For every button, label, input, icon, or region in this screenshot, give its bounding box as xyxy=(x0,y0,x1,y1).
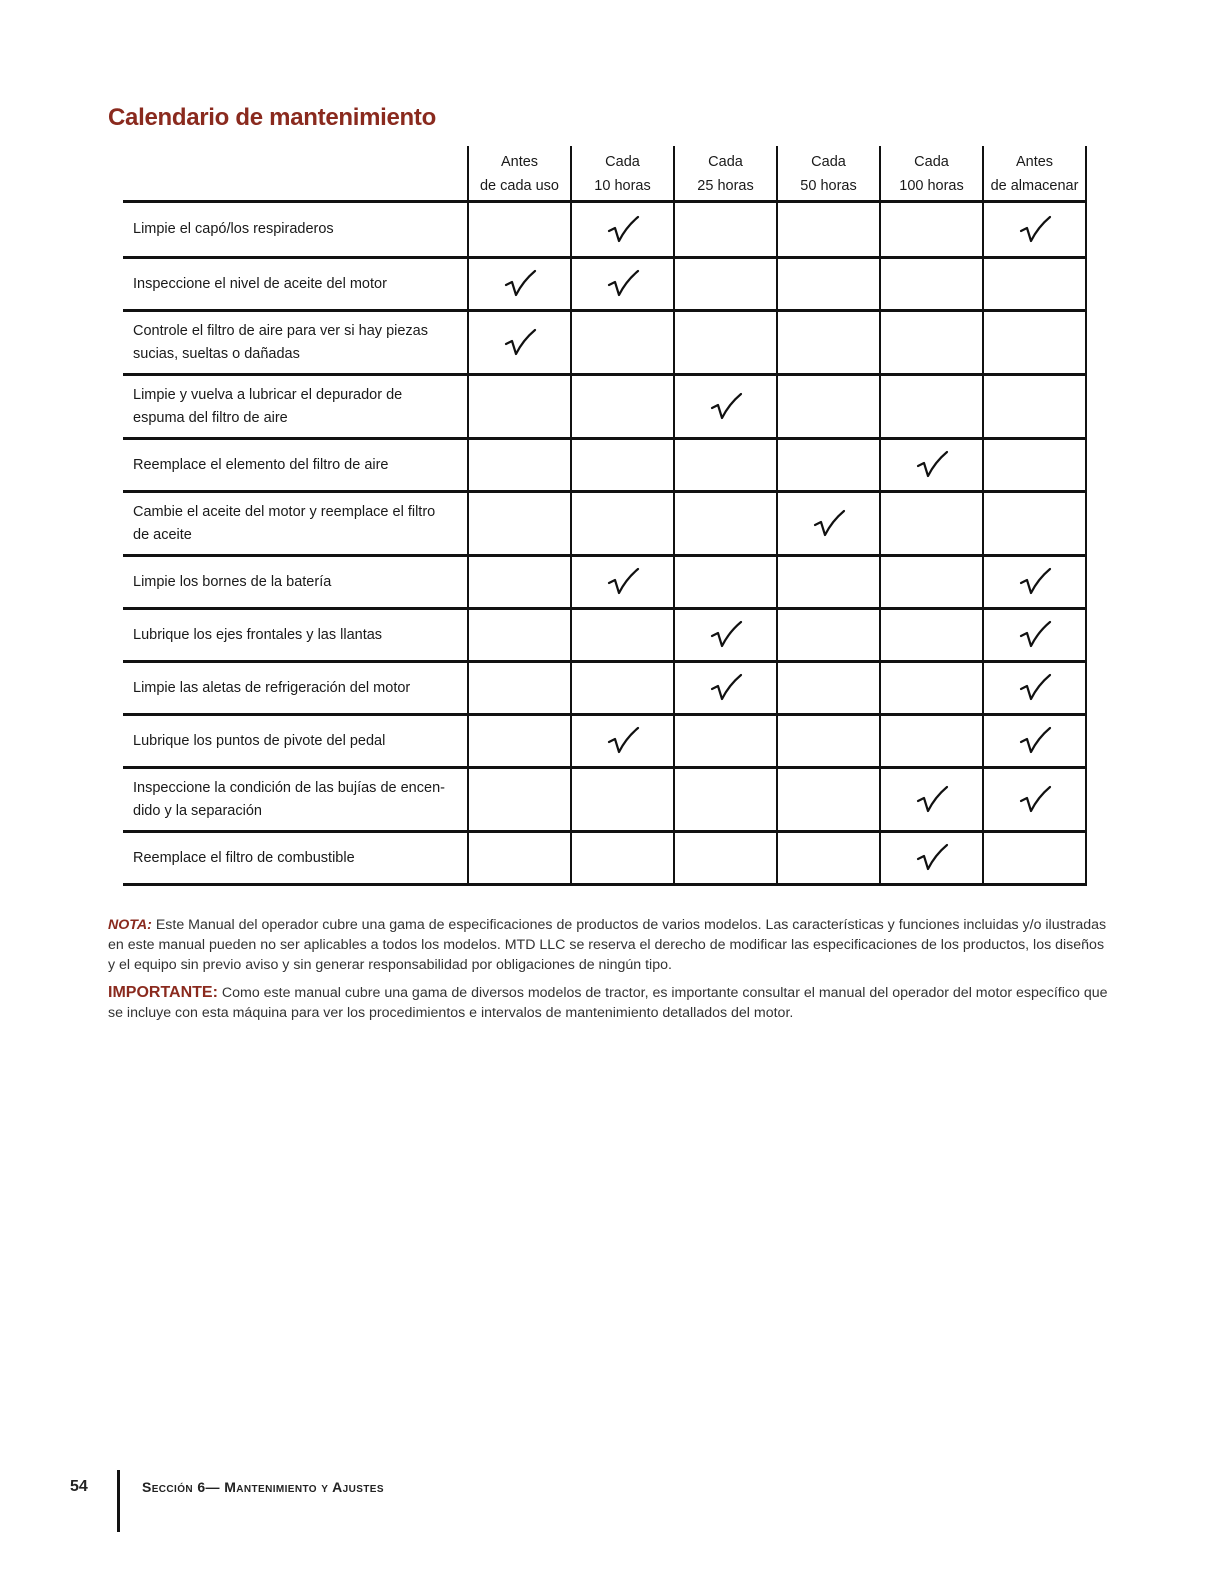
importante-text: Como este manual cubre una gama de diversos modelos de tractor, es importante consultar el manual del operador del motor específico que se incluye con esta máquina para ver los procedimientos e intervalos de mantenimiento detallados del motor. xyxy=(108,985,1108,1021)
interval-cell xyxy=(983,202,1086,258)
interval-cell xyxy=(468,832,571,885)
table-row xyxy=(123,556,1086,609)
column-header xyxy=(468,146,571,202)
notes-section xyxy=(108,915,1108,1031)
task-cell: Controle el filtro de aire para ver si hay piezas sucias, sueltas o dañadas xyxy=(123,311,468,375)
task-cell: Reemplace el elemento del filtro de aire xyxy=(123,439,468,492)
interval-cell xyxy=(674,439,777,492)
interval-cell xyxy=(880,439,983,492)
interval-cell xyxy=(571,492,674,556)
schedule-body xyxy=(123,202,1086,885)
checkmark-icon xyxy=(503,327,537,359)
interval-cell xyxy=(468,556,571,609)
interval-cell xyxy=(468,492,571,556)
maintenance-schedule-table xyxy=(123,146,1087,886)
interval-cell xyxy=(880,556,983,609)
interval-cell xyxy=(571,375,674,439)
interval-cell xyxy=(880,375,983,439)
interval-cell xyxy=(777,609,880,662)
interval-cell xyxy=(777,662,880,715)
checkmark-icon xyxy=(812,508,846,540)
checkmark-icon xyxy=(606,268,640,300)
interval-cell xyxy=(571,258,674,311)
column-header-line2: 25 horas xyxy=(697,178,754,194)
table-row xyxy=(123,715,1086,768)
column-header-line2: de almacenar xyxy=(990,178,1079,194)
interval-cell xyxy=(777,202,880,258)
interval-cell xyxy=(571,202,674,258)
column-header-line2: 50 horas xyxy=(800,178,857,194)
column-header-line1: Cada xyxy=(914,154,949,170)
checkmark-icon xyxy=(709,672,743,704)
interval-cell xyxy=(468,609,571,662)
task-column-header xyxy=(123,146,468,202)
interval-cell xyxy=(777,492,880,556)
table-row xyxy=(123,258,1086,311)
checkmark-icon xyxy=(1018,566,1052,598)
column-header-line2: 100 horas xyxy=(899,178,964,194)
checkmark-icon xyxy=(915,449,949,481)
column-header-line1: Cada xyxy=(811,154,846,170)
interval-cell xyxy=(777,439,880,492)
column-header xyxy=(777,146,880,202)
column-header xyxy=(983,146,1086,202)
column-header xyxy=(674,146,777,202)
interval-cell xyxy=(880,258,983,311)
interval-cell xyxy=(983,715,1086,768)
table-row xyxy=(123,768,1086,832)
checkmark-icon xyxy=(1018,214,1052,246)
interval-cell xyxy=(674,715,777,768)
interval-cell xyxy=(571,439,674,492)
table-row xyxy=(123,832,1086,885)
importante-paragraph xyxy=(108,983,1108,1023)
interval-cell xyxy=(468,258,571,311)
interval-cell xyxy=(468,311,571,375)
interval-cell xyxy=(880,492,983,556)
task-cell: Limpie las aletas de refrigeración del motor xyxy=(123,662,468,715)
checkmark-icon xyxy=(709,391,743,423)
table-row xyxy=(123,311,1086,375)
checkmark-icon xyxy=(606,566,640,598)
task-cell: Limpie y vuelva a lubricar el depurador de espuma del filtro de aire xyxy=(123,375,468,439)
checkmark-icon xyxy=(915,842,949,874)
task-cell: Lubrique los ejes frontales y las llantas xyxy=(123,609,468,662)
interval-cell xyxy=(777,556,880,609)
interval-cell xyxy=(674,556,777,609)
task-cell: Inspeccione el nivel de aceite del motor xyxy=(123,258,468,311)
interval-cell xyxy=(983,832,1086,885)
column-header-line1: Antes xyxy=(500,154,539,170)
interval-cell xyxy=(983,258,1086,311)
task-cell: Limpie el capó/los respiraderos xyxy=(123,202,468,258)
task-cell: Cambie el aceite del motor y reemplace el filtro de aceite xyxy=(123,492,468,556)
checkmark-icon xyxy=(606,214,640,246)
interval-cell xyxy=(983,492,1086,556)
interval-cell xyxy=(880,832,983,885)
interval-cell xyxy=(777,832,880,885)
importante-label: IMPORTANTE: xyxy=(108,984,218,1001)
interval-cell xyxy=(468,439,571,492)
nota-text: Este Manual del operador cubre una gama de especificaciones de productos de varios modelos. Las características y funciones incluidas y/o ilustradas en este manual pueden no ser aplicables a todos los modelos. MTD LLC se reserva el derecho de modificar las especificaciones de los productos, los diseños y el equipo sin previo aviso y sin generar responsabilidad por obligaciones de ningún tipo. xyxy=(108,917,1107,973)
interval-cell xyxy=(674,662,777,715)
table-row xyxy=(123,375,1086,439)
checkmark-icon xyxy=(709,619,743,651)
table-row xyxy=(123,662,1086,715)
interval-cell xyxy=(983,311,1086,375)
interval-cell xyxy=(674,768,777,832)
interval-cell xyxy=(983,439,1086,492)
interval-cell xyxy=(571,768,674,832)
interval-cell xyxy=(983,662,1086,715)
checkmark-icon xyxy=(915,784,949,816)
interval-cell xyxy=(571,662,674,715)
column-header-line2: de cada uso xyxy=(479,178,559,194)
interval-cell xyxy=(468,662,571,715)
footer-divider xyxy=(117,1470,120,1532)
interval-cell xyxy=(468,715,571,768)
checkmark-icon xyxy=(1018,784,1052,816)
interval-cell xyxy=(674,258,777,311)
interval-cell xyxy=(983,768,1086,832)
column-header-line1: Cada xyxy=(605,154,640,170)
checkmark-icon xyxy=(503,268,537,300)
interval-cell xyxy=(571,556,674,609)
task-cell: Reemplace el filtro de combustible xyxy=(123,832,468,885)
table-row xyxy=(123,202,1086,258)
interval-cell xyxy=(777,715,880,768)
section-title: Sección 6— Mantenimiento y Ajustes xyxy=(142,1479,384,1495)
interval-cell xyxy=(468,375,571,439)
task-cell: Lubrique los puntos de pivote del pedal xyxy=(123,715,468,768)
column-header xyxy=(880,146,983,202)
interval-cell xyxy=(777,375,880,439)
table-row xyxy=(123,439,1086,492)
interval-cell xyxy=(777,258,880,311)
column-header-line1: Cada xyxy=(708,154,743,170)
interval-cell xyxy=(880,609,983,662)
interval-cell xyxy=(777,311,880,375)
interval-cell xyxy=(983,609,1086,662)
interval-cell xyxy=(777,768,880,832)
interval-cell xyxy=(880,662,983,715)
checkmark-icon xyxy=(1018,725,1052,757)
interval-cell xyxy=(571,832,674,885)
interval-cell xyxy=(880,202,983,258)
interval-cell xyxy=(674,832,777,885)
interval-cell xyxy=(880,311,983,375)
checkmark-icon xyxy=(606,725,640,757)
column-header-line2: 10 horas xyxy=(594,178,651,194)
page-number: 54 xyxy=(70,1478,88,1495)
interval-cell xyxy=(983,375,1086,439)
interval-cell xyxy=(571,609,674,662)
task-cell: Inspeccione la condición de las bujías de encen-dido y la separación xyxy=(123,768,468,832)
header-row xyxy=(123,146,1086,202)
nota-paragraph xyxy=(108,915,1108,975)
interval-cell xyxy=(880,715,983,768)
task-cell: Limpie los bornes de la batería xyxy=(123,556,468,609)
interval-cell xyxy=(468,768,571,832)
interval-cell xyxy=(674,375,777,439)
table-row xyxy=(123,609,1086,662)
checkmark-icon xyxy=(1018,672,1052,704)
table-row xyxy=(123,492,1086,556)
page-title: Calendario de mantenimiento xyxy=(108,104,436,131)
interval-cell xyxy=(674,492,777,556)
interval-cell xyxy=(468,202,571,258)
checkmark-icon xyxy=(1018,619,1052,651)
interval-cell xyxy=(674,311,777,375)
column-header-line1: Antes xyxy=(1015,154,1054,170)
column-header xyxy=(571,146,674,202)
interval-cell xyxy=(983,556,1086,609)
interval-cell xyxy=(674,202,777,258)
interval-cell xyxy=(674,609,777,662)
interval-cell xyxy=(571,311,674,375)
nota-label: NOTA: xyxy=(108,917,152,933)
interval-cell xyxy=(880,768,983,832)
interval-cell xyxy=(571,715,674,768)
